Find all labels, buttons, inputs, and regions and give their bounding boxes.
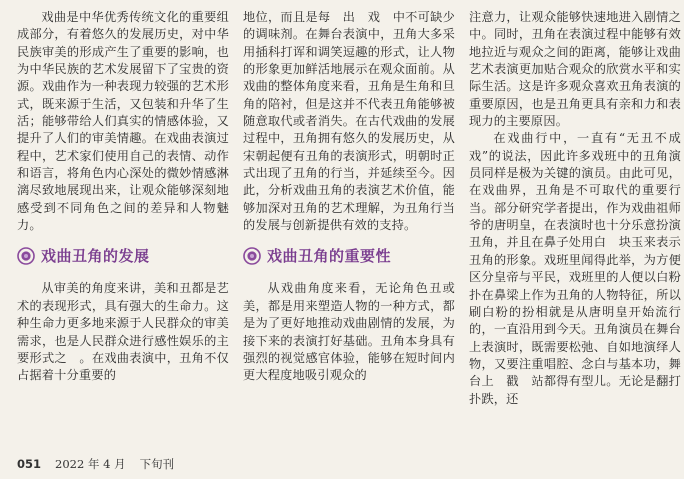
page-footer: [17, 456, 174, 472]
section-heading-text: 戏曲丑角的发展: [41, 246, 150, 265]
column-3: [469, 9, 681, 408]
paragraph: 戏曲是中华优秀传统文化的重要组成部分，有着悠久的发展历史，对中华民族审美的形成产生了重要的影响，也为中华民族的艺术发展留下了宝贵的资源。戏曲作为一种表现力较强的艺术形式，既来源于生活，又包装和升华了生活；能够带给人们真实的情感体验，又提升了人们的审美情趣。在戏曲表演过程中，艺术家们使用自己的表情、动作和语言，将角色内心深处的微妙情感淋漓尽致地展现出来，让观众能够深刻地感受到不同角色之间的差异和人物魅力。: [17, 10, 229, 233]
column-1: [17, 9, 229, 385]
issue-label: 下旬刊: [139, 457, 175, 471]
section-heading-importance: [243, 244, 455, 268]
paragraph: 在戏曲行中，一直有“无丑不成戏”的说法，因此许多戏班中的丑角演员同样是极为关键的演员。由此可见，在戏曲界，丑角是不可取代的重要行当。部分研究学者提出，作为戏曲祖师爷的唐明皇，在表演时也十分乐意扮演丑角，并且在鼻子处用白 块玉来表示丑角的形象。戏班里闻得此举，为方便区分皇帝与平民，戏班里的人便以白粉扑在鼻梁上作为丑角的人物特征，所以刷白粉的扮相就是从唐明皇开始流行的，一直沿用到今天。丑角演员在舞台上表演时，既需要松弛、自如地演绎人物，又要注重唱腔、念白与基本功，舞台上 戳 站都得有型儿。无论是翻打扑跌，还: [469, 131, 681, 406]
section-heading-text: 戏曲丑角的重要性: [267, 246, 392, 265]
column-2: [243, 9, 455, 385]
circle-bullet-icon: [243, 247, 261, 265]
circle-bullet-icon: [17, 247, 35, 265]
paragraph: 注意力，让观众能够快速地进入剧情之中。同时，丑角在表演过程中能够有效地拉近与观众之间的距离，能够让戏曲艺术表演更加贴合观众的欣赏水平和实际生活。这是许多观众喜欢丑角表演的重要原因，也是丑角更具有亲和力和表现力的主要原因。: [469, 10, 681, 129]
page-number: 051: [17, 457, 42, 471]
section-heading-development: [17, 244, 229, 268]
paragraph: 从审美的角度来讲，美和丑都是艺术的表现形式，具有强大的生命力。这种生命力更多地来源于人民群众的审美需求，也是人民群众进行感性娱乐的主要形式之 。在戏曲表演中，丑角不仅占据着十分重要的: [17, 281, 229, 383]
paragraph: 从戏曲角度来看，无论角色丑或美，都是用来塑造人物的一种方式，都是为了更好地推动戏曲剧情的发展，为接下来的表演打好基础。丑角本身具有强烈的视觉感官体验，能够在短时间内更大程度地吸引观众的: [243, 281, 455, 383]
paragraph: 地位，而且是每 出 戏 中不可缺少的调味剂。在舞台表演中，丑角大多采用插科打诨和调笑逗趣的形式，让人物的形象更加鲜活地展示在观众面前。从戏曲的整体角度来看，丑角是生角和旦角的陪衬，但是这并不代表丑角能够被随意取代或者消失。在古代戏曲的发展过程中，丑角拥有悠久的发展历史，从宋朝起便有丑角的表演形式，明朝时正式出现了丑角的行当，并延续至今。因此，分析戏曲丑角的表演艺术价值，能够加深对丑角的艺术理解，为丑角行当的发展与创新提供有效的支持。: [243, 10, 455, 233]
issue-date: 2022 年 4 月: [55, 457, 126, 471]
